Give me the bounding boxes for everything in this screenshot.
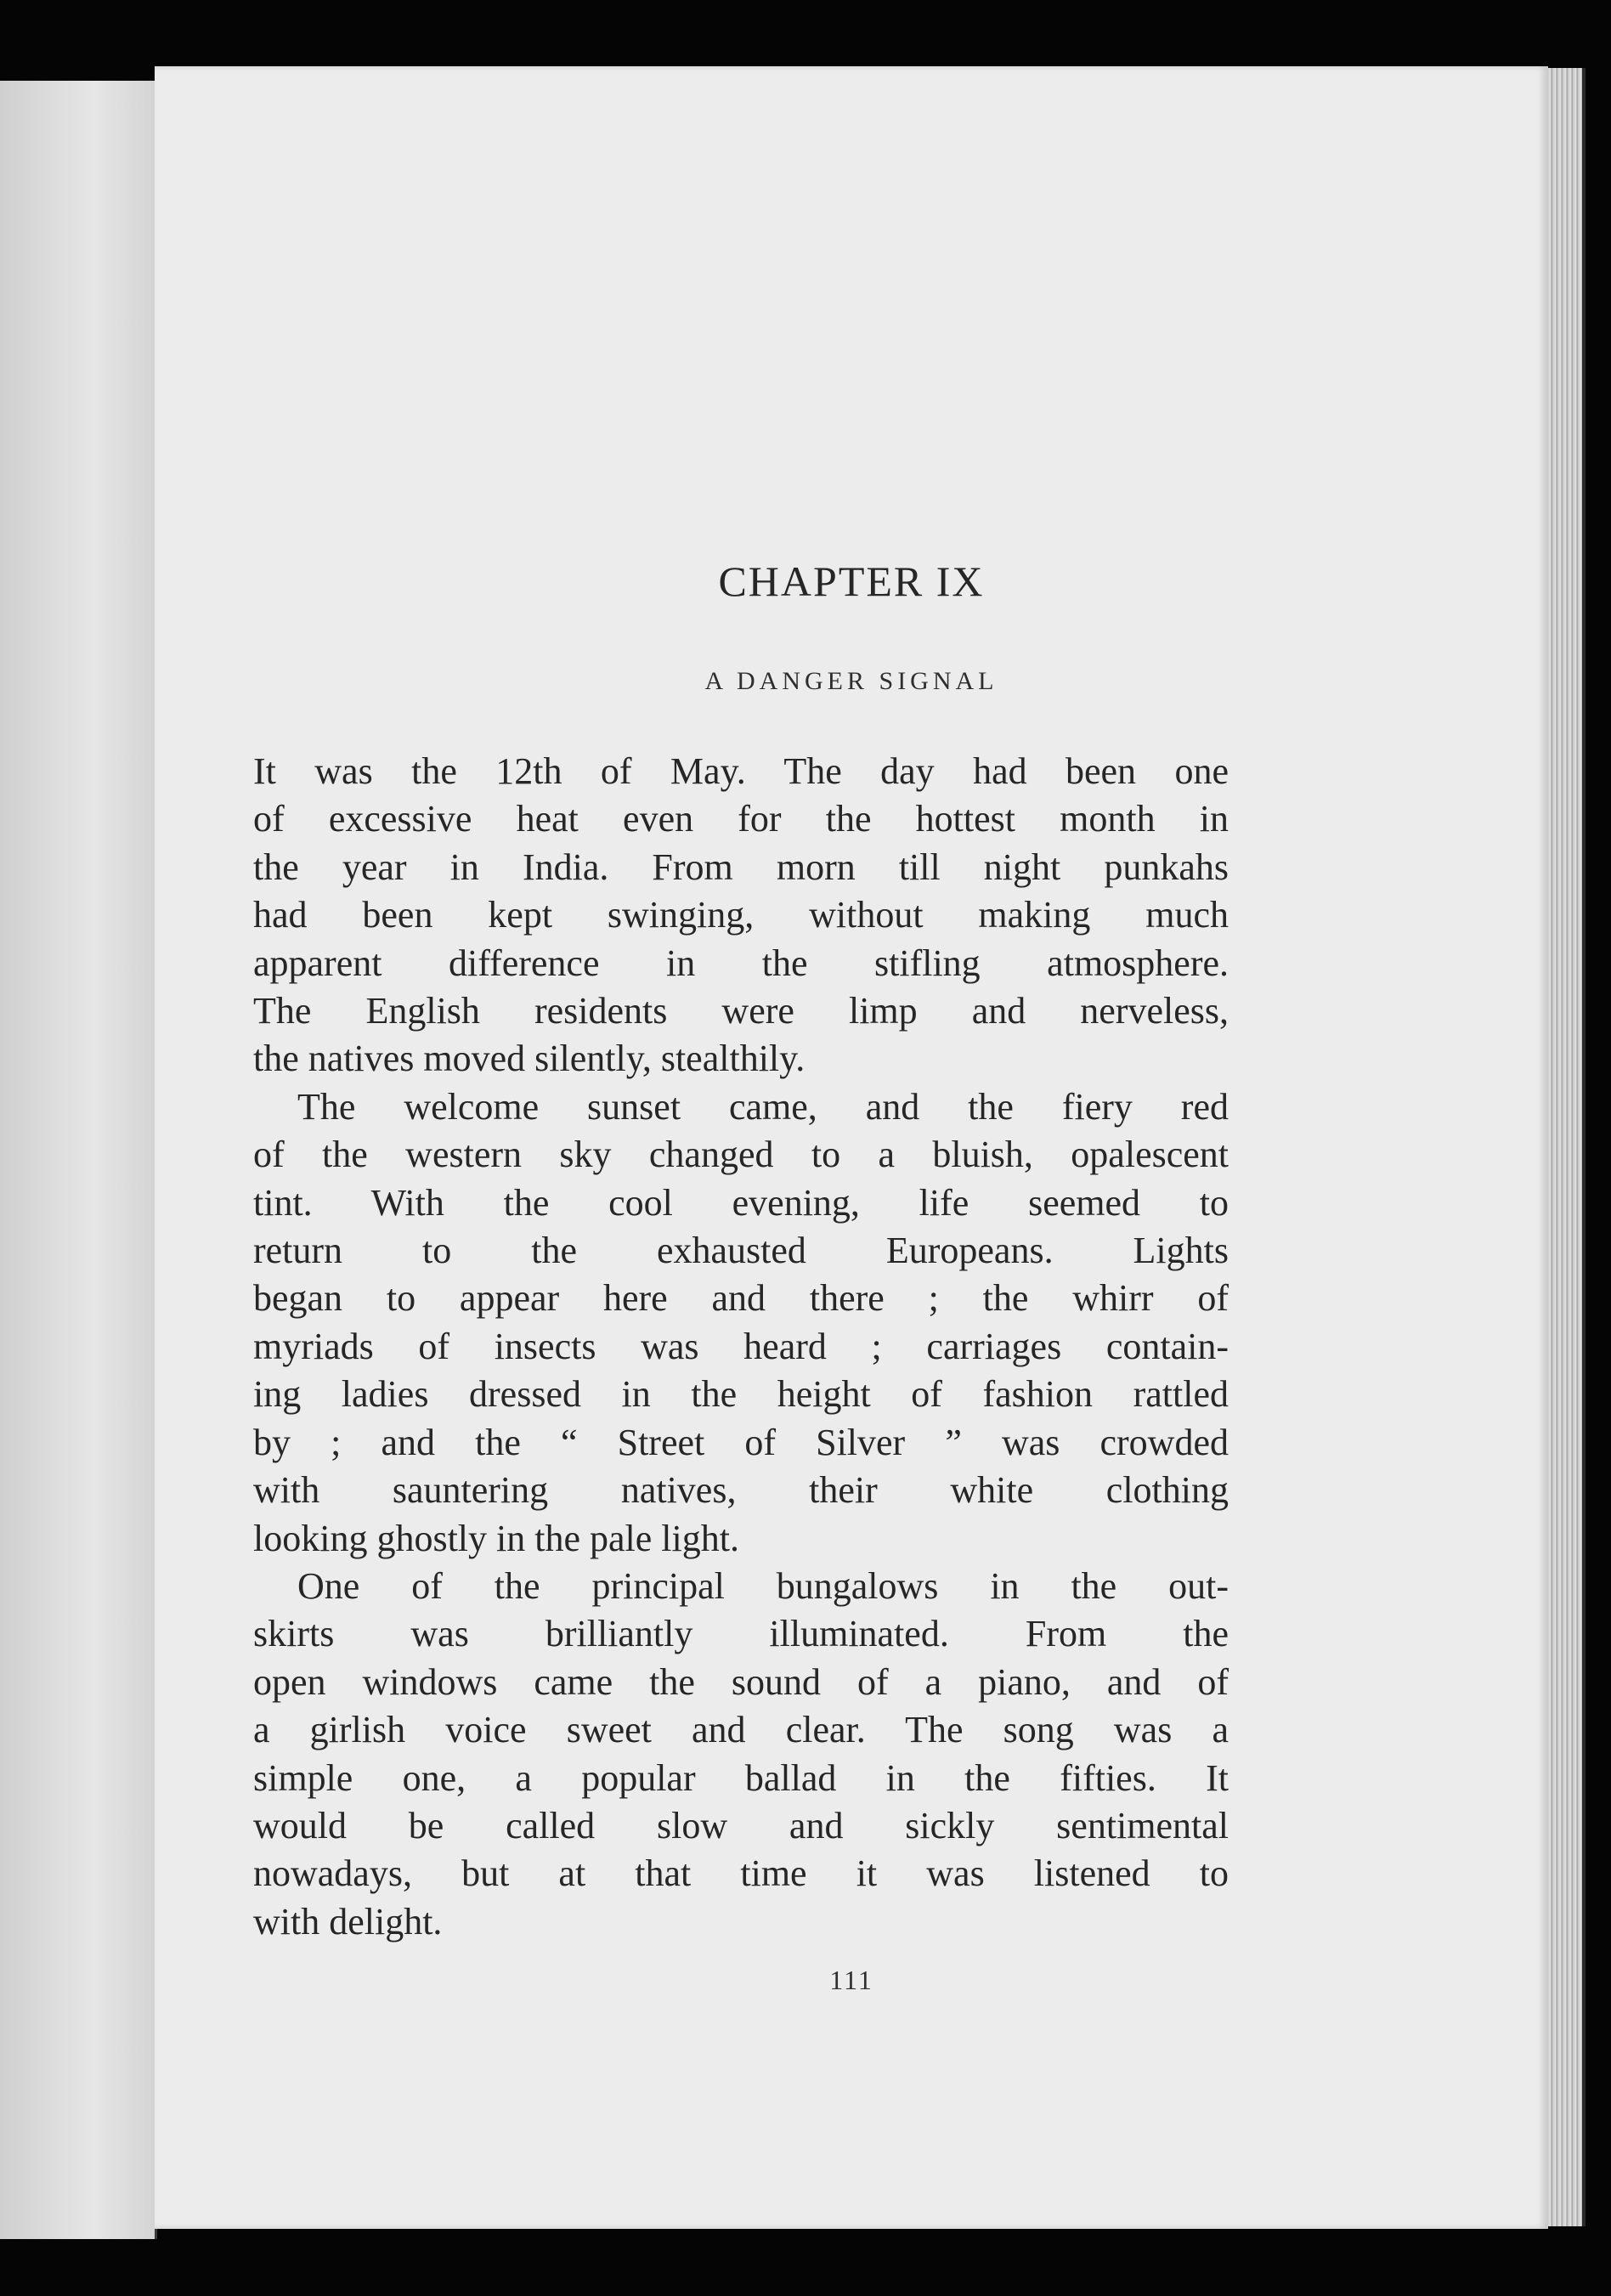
text-line: skirts was brilliantly illuminated. From the [253,1613,1229,1655]
text-line: began to appear here and there ; the whirr of [253,1277,1229,1320]
text-line: a girlish voice sweet and clear. The song was a [253,1709,1229,1751]
text-line: the year in India. From morn till night punkahs [253,845,1229,888]
text-line: apparent difference in the stifling atmosphere. [253,942,1229,984]
text-line: the natives moved silently, stealthily. [253,1038,806,1080]
chapter-subtitle: A DANGER SIGNAL [704,667,998,695]
page-number: 111 [829,1965,873,1995]
text-line: One of the principal bungalows in the out- [297,1564,1229,1607]
text-line: had been kept swinging, without making much [253,894,1229,936]
text-line: looking ghostly in the pale light. [253,1517,739,1559]
text-line: of the western sky changed to a bluish, opalescent [253,1134,1229,1176]
text-line: by ; and the “ Street of Silver ” was crowded [253,1421,1229,1463]
text-line: open windows came the sound of a piano, and of [253,1660,1229,1703]
text-line: of excessive heat even for the hottest month in [253,798,1229,840]
text-line: with sauntering natives, their white clothing [253,1469,1229,1512]
text-line: It was the 12th of May. The day had been one [253,750,1229,792]
text-line: return to the exhausted Europeans. Lights [253,1230,1229,1272]
page-stack-edge [1548,68,1586,2226]
chapter-heading: CHAPTER IX [718,557,985,605]
text-line: nowadays, but at that time it was listened to [253,1852,1229,1895]
left-page-edge [0,81,157,2239]
text-line: myriads of insects was heard ; carriages contain- [253,1325,1229,1367]
text-line: simple one, a popular ballad in the fifties. It [253,1756,1229,1799]
text-line: would be called slow and sickly sentimental [253,1804,1229,1846]
body-text [253,748,1229,1946]
text-line: tint. With the cool evening, life seemed to [253,1181,1229,1224]
text-line: The welcome sunset came, and the fiery red [297,1085,1229,1128]
text-line: with delight. [253,1900,443,1943]
text-line: ing ladies dressed in the height of fashion rattled [253,1373,1229,1416]
text-line: The English residents were limp and nerveless, [253,990,1229,1032]
